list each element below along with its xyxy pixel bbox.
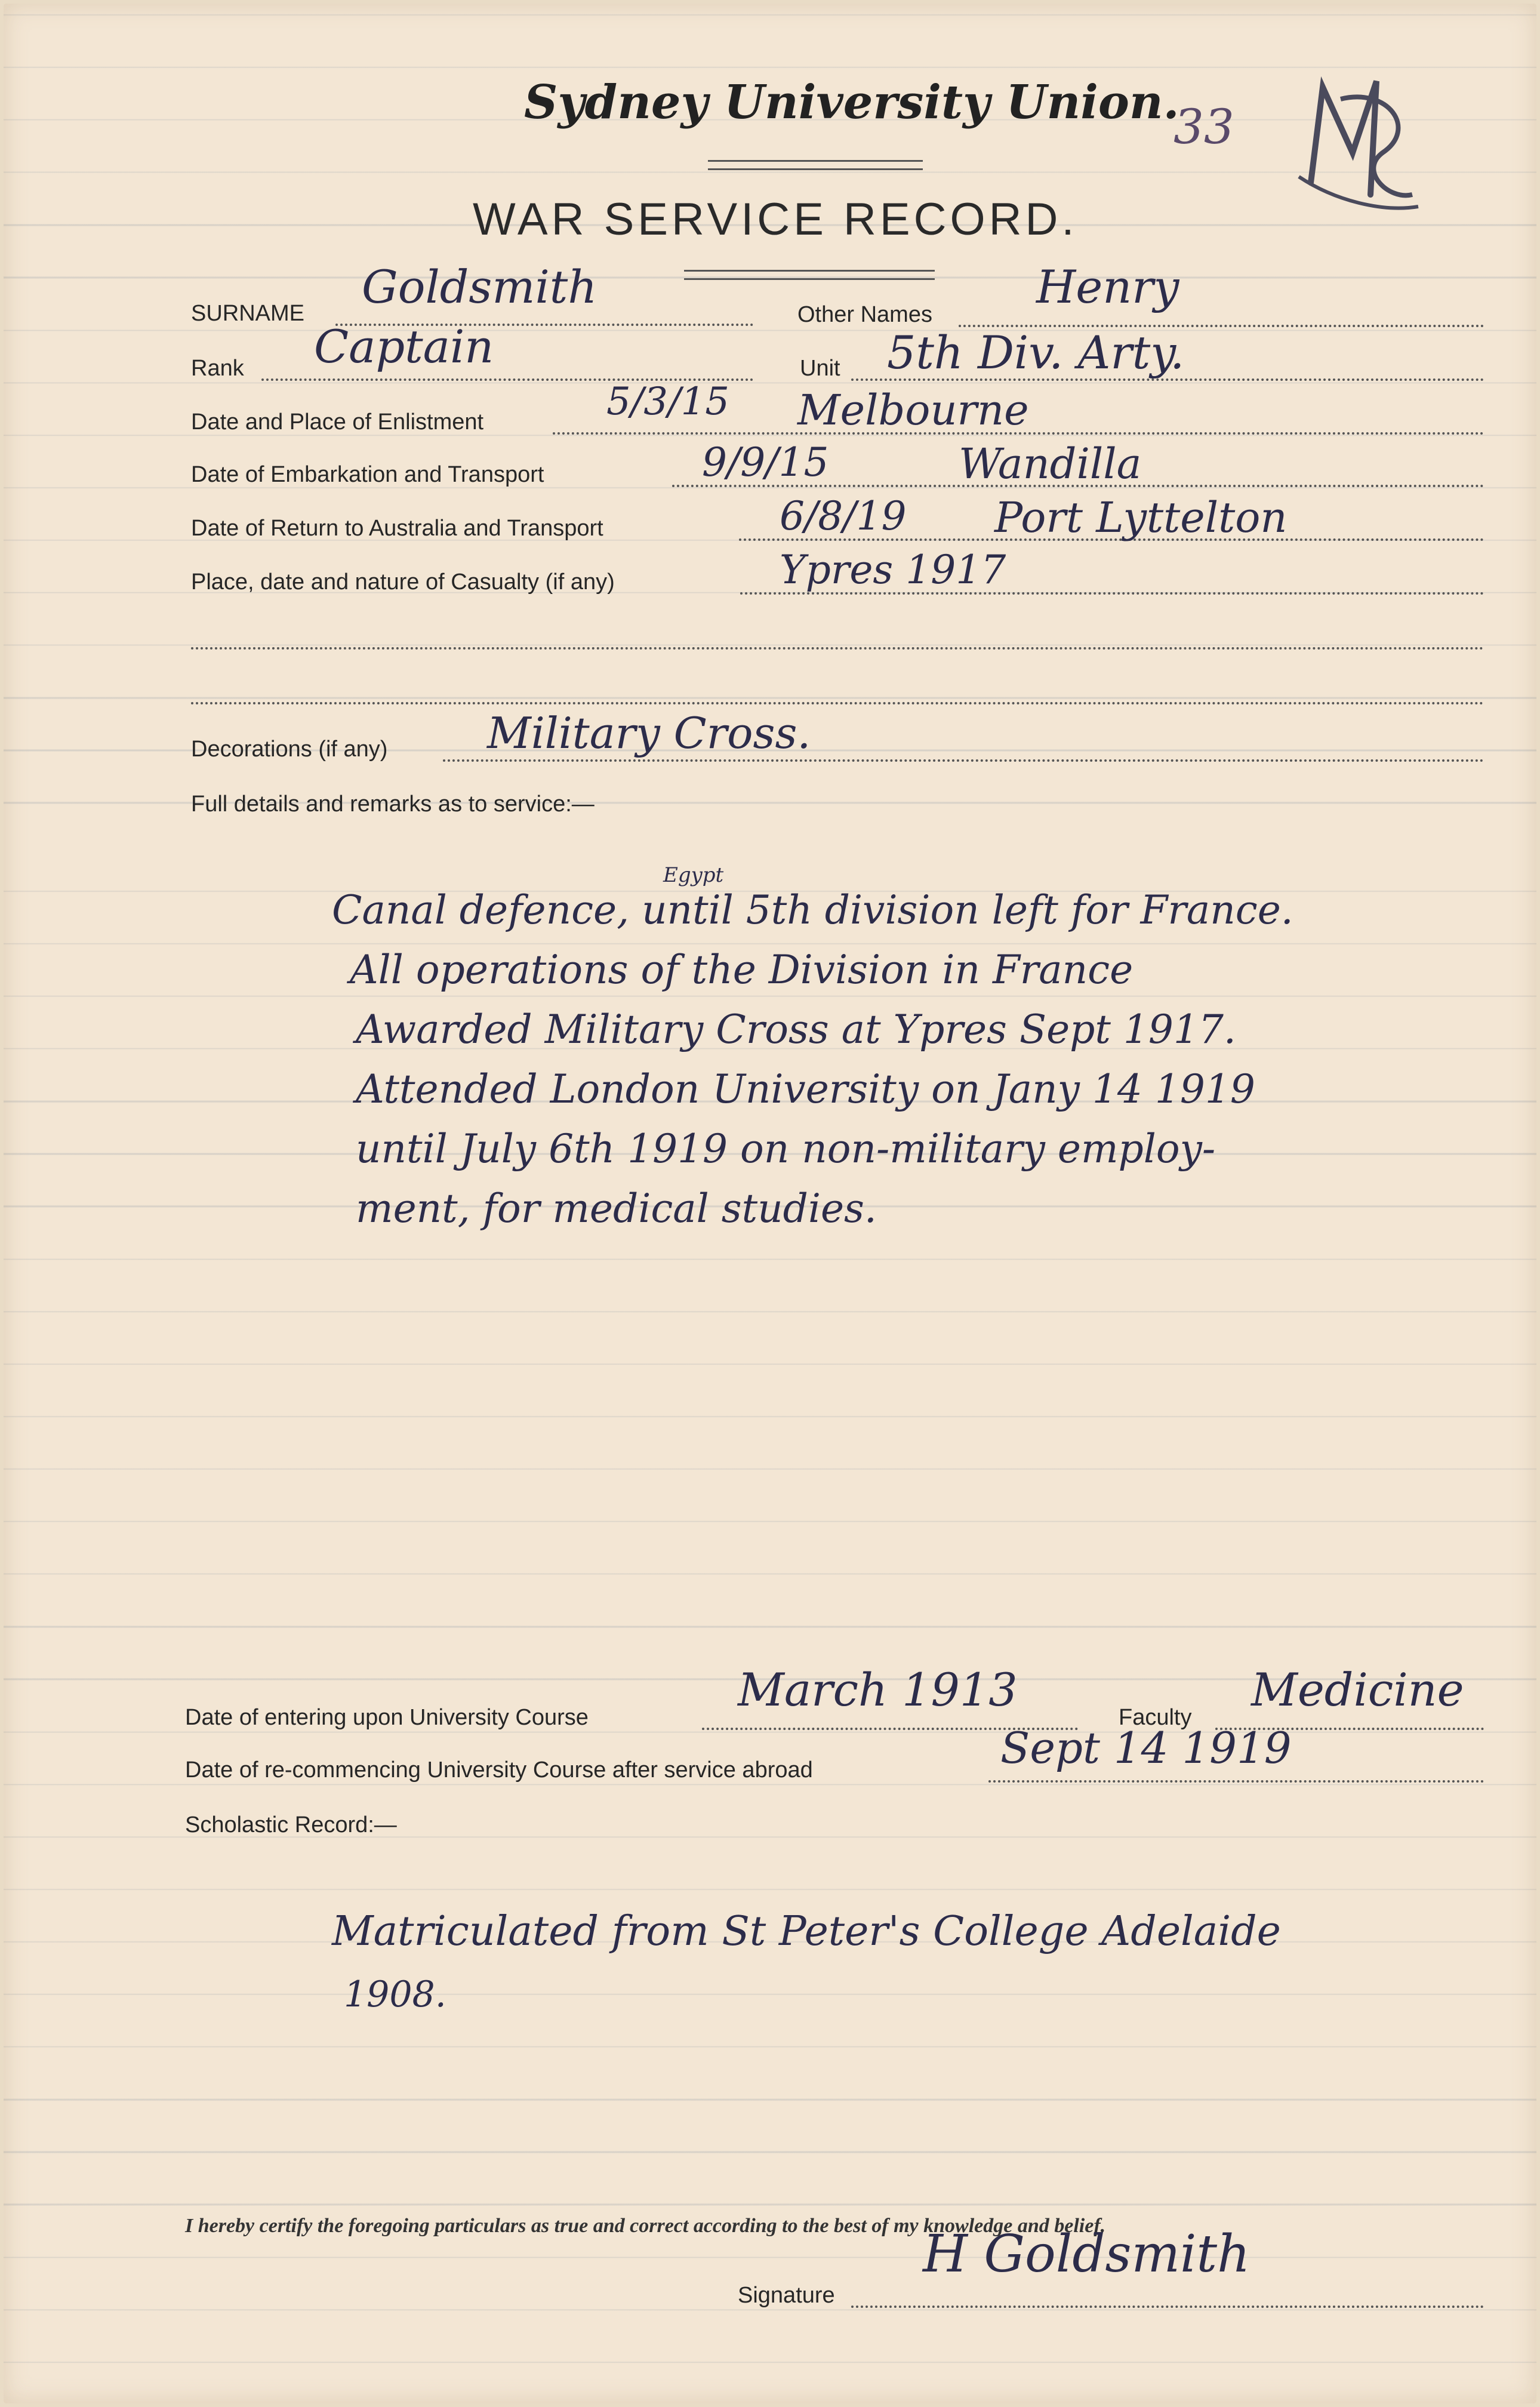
- recommencing-dots: [988, 1780, 1484, 1783]
- other-names-label: Other Names: [797, 302, 932, 327]
- casualty-dots-2: [191, 647, 1484, 650]
- surname-label: SURNAME: [191, 301, 305, 326]
- faculty-label: Faculty: [1119, 1705, 1192, 1730]
- signature: H Goldsmith: [923, 2224, 1251, 2284]
- return-date: 6/8/19: [780, 493, 907, 539]
- remarks-insert: Egypt: [663, 863, 724, 887]
- recommencing-value: Sept 14 1919: [1000, 1723, 1292, 1773]
- recommencing-label: Date of re-commencing University Course after service abroad: [185, 1757, 813, 1783]
- certification-text: I hereby certify the foregoing particulars as true and correct according to the best of my knowledge and belief.: [185, 2215, 1106, 2237]
- decorations-value: Military Cross.: [487, 708, 811, 758]
- return-label: Date of Return to Australia and Transport: [191, 516, 603, 541]
- remarks-line-4: Attended London University on Jany 14 1919: [356, 1066, 1255, 1112]
- entering-label: Date of entering upon University Course: [185, 1705, 589, 1730]
- form-title: WAR SERVICE RECORD.: [473, 194, 1078, 245]
- decorations-dots: [443, 759, 1484, 762]
- scholastic-line-1: Matriculated from St Peter's College Adelaide: [332, 1908, 1281, 1955]
- initials-stamp: [1287, 63, 1424, 218]
- scholastic-label: Scholastic Record:—: [185, 1812, 397, 1837]
- embarkation-label: Date of Embarkation and Transport: [191, 462, 544, 487]
- casualty-dots-3: [191, 702, 1484, 704]
- casualty-value: Ypres 1917: [780, 547, 1006, 593]
- embarkation-transport: Wandilla: [959, 439, 1142, 488]
- rank-label: Rank: [191, 356, 244, 381]
- remarks-line-3: Awarded Military Cross at Ypres Sept 1917.: [356, 1006, 1236, 1052]
- unit-label: Unit: [800, 356, 840, 381]
- title-rule-1: [708, 160, 923, 162]
- signature-dots: [851, 2306, 1484, 2308]
- remarks-line-2: All operations of the Division in France: [350, 947, 1134, 993]
- signature-label: Signature: [738, 2283, 835, 2308]
- other-names-value: Henry: [1036, 260, 1179, 313]
- title-rule-4: [684, 278, 935, 280]
- entering-value: March 1913: [738, 1663, 1018, 1716]
- enlistment-place: Melbourne: [797, 386, 1029, 435]
- return-transport: Port Lyttelton: [994, 493, 1288, 542]
- faculty-value: Medicine: [1251, 1663, 1464, 1716]
- rank-value: Captain: [314, 320, 494, 373]
- scholastic-line-2: 1908.: [344, 1974, 446, 2015]
- remarks-line-6: ment, for medical studies.: [356, 1186, 877, 1232]
- embarkation-date: 9/9/15: [702, 439, 829, 485]
- remarks-line-1: Canal defence, until 5th division left for France.: [332, 887, 1293, 933]
- title-rule-3: [684, 270, 935, 272]
- decorations-label: Decorations (if any): [191, 737, 388, 762]
- record-number: 33: [1174, 99, 1234, 155]
- enlistment-label: Date and Place of Enlistment: [191, 410, 484, 435]
- casualty-label: Place, date and nature of Casualty (if any): [191, 570, 615, 595]
- enlistment-date: 5/3/15: [606, 380, 729, 424]
- details-label: Full details and remarks as to service:—: [191, 792, 595, 817]
- org-title: Sydney University Union.: [524, 75, 1179, 130]
- unit-value: 5th Div. Arty.: [887, 326, 1185, 379]
- surname-value: Goldsmith: [362, 260, 597, 313]
- record-sheet: [4, 4, 1536, 2403]
- remarks-line-5: until July 6th 1919 on non-military employ-: [356, 1126, 1216, 1172]
- title-rule-2: [708, 168, 923, 170]
